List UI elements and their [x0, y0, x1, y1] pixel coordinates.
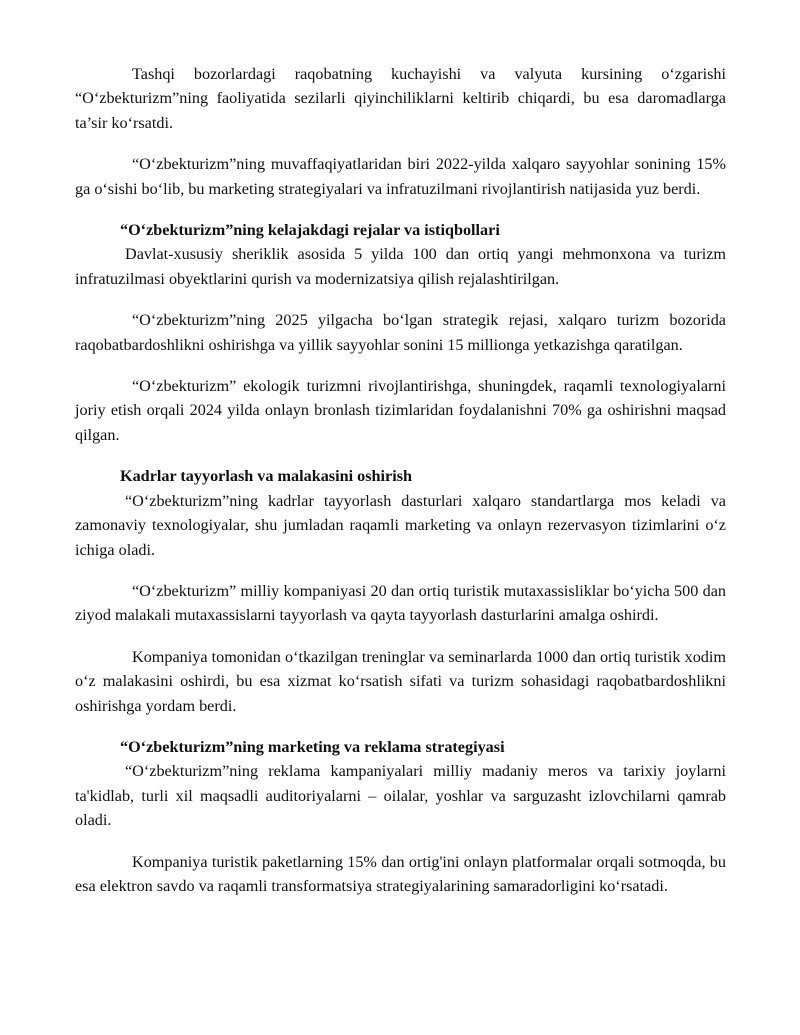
- paragraph-online-sales: Kompaniya turistik paketlarning 15% dan ortig'ini onlayn platformalar orqali sotmoqda, bu esa elektron savdo va raqamli transformatsiya strategiyalarining samaradorligini ko‘rsatadi.: [75, 852, 726, 895]
- paragraph-seminars: Kompaniya tomonidan o‘tkazilgan treninglar va seminarlarda 1000 dan ortiq turistik xodim o‘z malakasini oshirdi, bu esa xizmat ko‘rsatish sifati va turizm sohasidagi raqobatbardoshlikni oshirishga yordam berdi.: [75, 647, 726, 715]
- paragraph-eco-tourism: “O‘zbekturizm” ekologik turizmni rivojlantirishga, shuningdek, raqamli texnologiyalarni joriy etish orqali 2024 yilda onlayn bronlash tizimlaridan foydalanishni 70% ga oshirishni maqsad qilgan.: [75, 377, 726, 444]
- paragraph-ad-campaigns: “O‘zbekturizm”ning reklama kampaniyalari milliy madaniy meros va tarixiy joylarni ta'kidlab, turli xil maqsadli auditoriyalarni – oilalar, yoshlar va sarguzasht izlovchilarni qamrab oladi.: [75, 762, 726, 830]
- paragraph-market-challenges: Tashqi bozorlardagi raqobatning kuchayishi va valyuta kursining o‘zgarishi “O‘zbekturizm”ning faoliyatida sezilarli qiyinchiliklarni keltirib chiqardi, bu esa daromadlarga ta’sir ko‘rsatdi.: [75, 65, 726, 132]
- paragraph-specialists: “O‘zbekturizm” milliy kompaniyasi 20 dan ortiq turistik mutaxassisliklar bo‘yicha 500 dan ziyod malakali mutaxassislarni tayyorlash va qayta tayyorlash dasturlarini amalga oshirdi.: [75, 581, 726, 625]
- paragraph-hotel-plans: Davlat-xususiy sheriklik asosida 5 yilda 100 dan ortiq yangi mehmonxona va turizm infratuzilmasi obyektlarini qurish va modernizatsiya qilish rejalashtirilgan.: [75, 245, 726, 288]
- paragraph-strategic-plan-2025: “O‘zbekturizm”ning 2025 yilgacha bo‘lgan strategik rejasi, xalqaro turizm bozorida raqobatbardoshlikni oshirishga va yillik sayyohlar sonini 15 millionga yetkazishga qaratilgan.: [75, 311, 726, 354]
- paragraph-training-programs: “O‘zbekturizm”ning kadrlar tayyorlash dasturlari xalqaro standartlarga mos keladi va zamonaviy texnologiyalar, shu jumladan raqamli marketing va onlayn rezervasyon tizimlarini o‘z ichiga oladi.: [75, 491, 726, 559]
- section-heading-future-plans: “O‘zbekturizm”ning kelajakdagi rejalar va istiqbollari: [120, 221, 500, 240]
- paragraph-tourist-growth: “O‘zbekturizm”ning muvaffaqiyatlaridan biri 2022-yilda xalqaro sayyohlar sonining 15% ga o‘sishi bo‘lib, bu marketing strategiyalari va infratuzilmani rivojlantirish natijasida yuz berdi.: [75, 155, 726, 198]
- section-heading-marketing: “O‘zbekturizm”ning marketing va reklama strategiyasi: [120, 737, 505, 756]
- document-page: [75, 62, 726, 898]
- section-heading-staff-training: Kadrlar tayyorlash va malakasini oshirish: [120, 467, 413, 486]
